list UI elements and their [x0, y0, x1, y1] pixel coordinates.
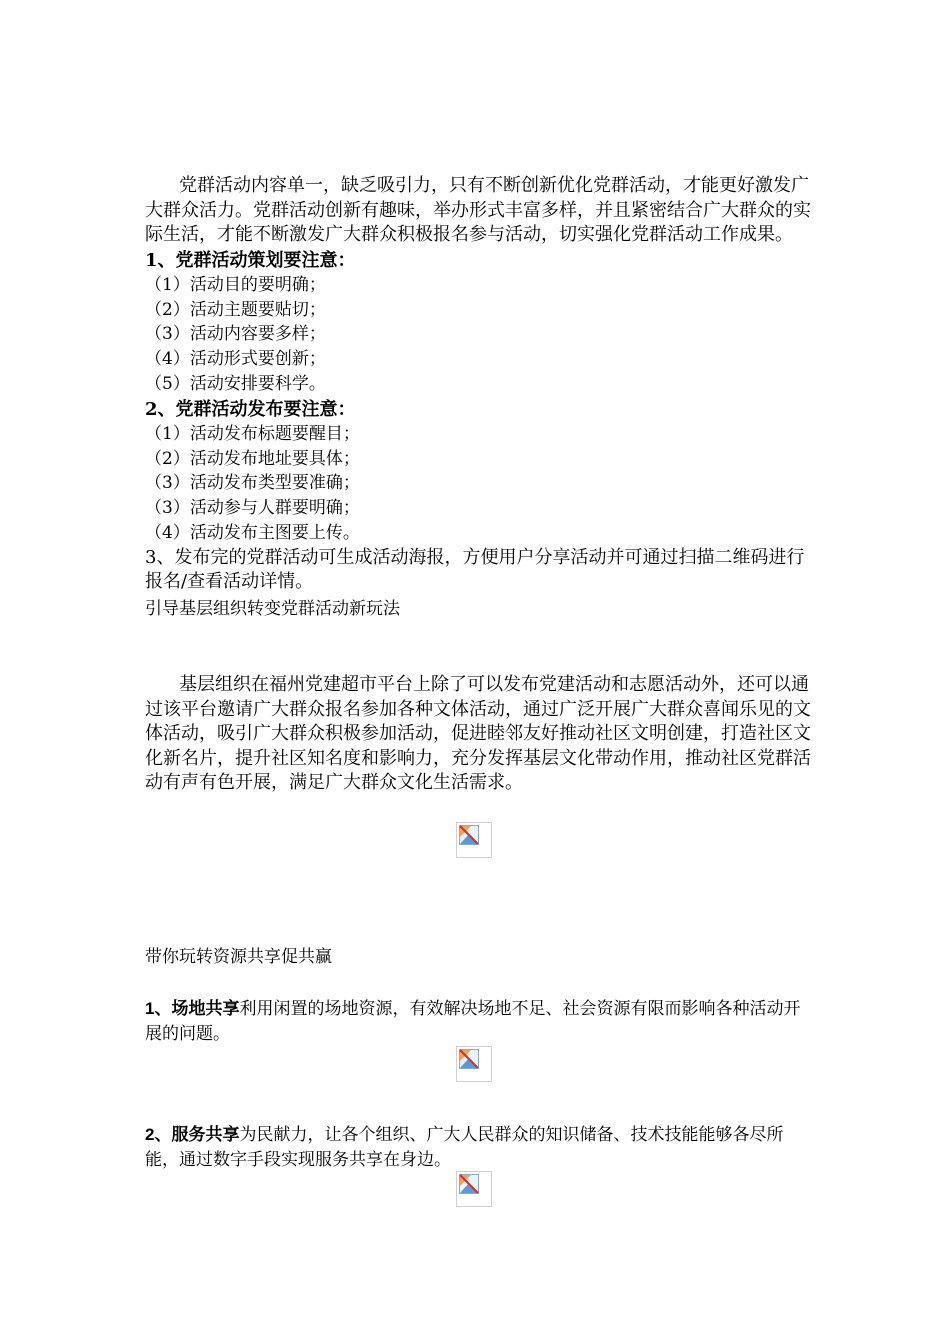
plan-item: （2）活动主题要贴切；: [145, 299, 326, 320]
publish-heading: 2、党群活动发布要注意：: [145, 398, 356, 420]
document-body: [145, 174, 815, 621]
plan-heading: 1、党群活动策划要注意：: [145, 249, 356, 271]
plan-item: （1）活动目的要明确；: [145, 274, 326, 295]
share-text: 利用闲置的场地资源，有效解决场地不足、社会资源有限而影响各种活动开展的问题。: [145, 999, 801, 1043]
plan-item: （4）活动形式要创新；: [145, 349, 326, 370]
plan-item: （5）活动安排要科学。: [145, 373, 326, 394]
broken-image-icon: [456, 1171, 492, 1207]
broken-image-icon: [456, 1046, 492, 1082]
share-text: 为民献力，让各个组织、广大人民群众的知识储备、技术技能能够各尽所能，通过数字手段实现服务共享在身边。: [145, 1125, 784, 1169]
share-title: 带你玩转资源共享促共赢: [145, 947, 332, 966]
guide-paragraph: 基层组织在福州党建超市平台上除了可以发布党建活动和志愿活动外，还可以通过该平台邀请广大群众报名参加各种文体活动，通过广泛开展广大群众喜闻乐见的文体活动，吸引广大群众积极参加活动，促进睦邻友好推动社区文明创建，打造社区文化新名片，提升社区知名度和影响力，充分发挥基层文化带动作用，推动社区党群活动有声有色开展，满足广大群众文化生活需求。: [145, 674, 811, 794]
publish-item: （2）活动发布地址要具体；: [145, 448, 360, 469]
plan-item: （3）活动内容要多样；: [145, 324, 326, 345]
share-title-section: [145, 945, 815, 969]
share-item-venue: [145, 996, 815, 1046]
publish-item: （3）活动参与人群要明确；: [145, 498, 360, 519]
guide-section: [145, 673, 815, 796]
guide-title: 引导基层组织转变党群活动新玩法: [145, 598, 400, 618]
broken-image-icon: [456, 822, 492, 858]
poster-paragraph: 3、发布完的党群活动可生成活动海报，方便用户分享活动并可通过扫描二维码进行报名/查看活动详情。: [145, 546, 805, 593]
share-label: 2、服务共享: [145, 1125, 240, 1144]
share-label: 1、场地共享: [145, 999, 240, 1018]
share-item-service: [145, 1122, 815, 1172]
publish-item: （3）活动发布类型要准确；: [145, 473, 360, 494]
intro-paragraph: 党群活动内容单一，缺乏吸引力，只有不断创新优化党群活动，才能更好激发广大群众活力。党群活动创新有趣味，举办形式丰富多样，并且紧密结合广大群众的实际生活，才能不断激发广大群众积极报名参与活动，切实强化党群活动工作成果。: [145, 175, 811, 246]
publish-item: （4）活动发布主图要上传。: [145, 522, 360, 543]
publish-item: （1）活动发布标题要醒目；: [145, 423, 360, 444]
